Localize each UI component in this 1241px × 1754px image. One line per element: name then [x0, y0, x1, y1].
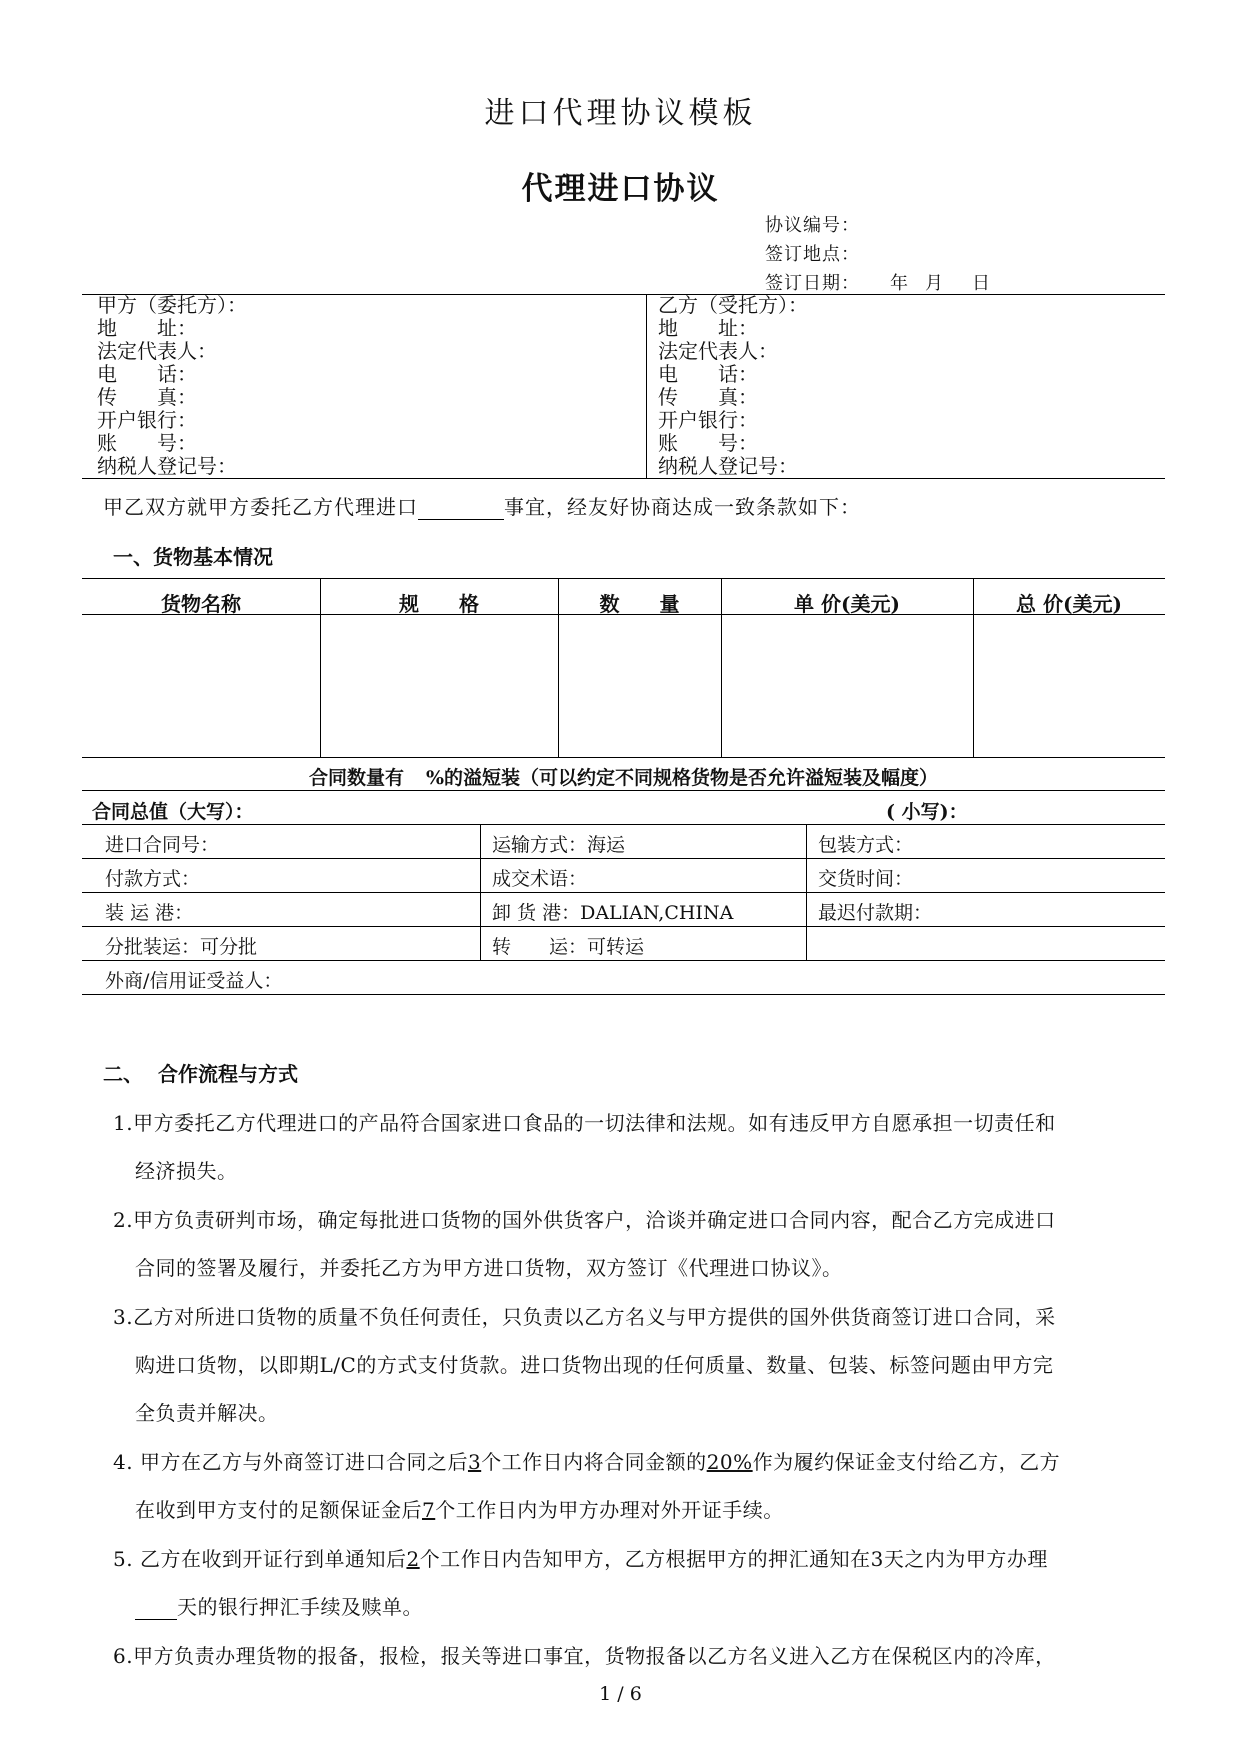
quantity-tolerance-note	[82, 763, 1165, 790]
party-b-legal-rep: 法定代表人：	[658, 339, 778, 363]
date-month: 月	[925, 273, 943, 294]
party-b-phone: 电 话：	[658, 362, 758, 386]
clause-6-line-1: 6.甲方负责办理货物的报备，报检，报关等进口事宜，货物报备以乙方名义进入乙方在保税区内的冷库，	[113, 1644, 1056, 1668]
goods-blank	[418, 495, 504, 520]
party-a-name: 甲方（委托方）：	[97, 293, 247, 317]
clause-1-line-2: 经济损失。	[135, 1159, 238, 1183]
party-b-name: 乙方（受托方）：	[658, 293, 808, 317]
terms-row-line-3	[82, 892, 1165, 893]
date-year: 年	[890, 273, 908, 294]
packing-method: 包装方式：	[818, 834, 914, 856]
clause-5-line-2-text: 天的银行押汇手续及赎单。	[177, 1595, 423, 1619]
party-a-phone: 电 话：	[97, 362, 197, 386]
clause-4-workdays-value: 7	[422, 1498, 436, 1522]
transshipment: 转 运：可转运	[492, 936, 645, 958]
tolerance-bottom-border	[82, 790, 1165, 791]
payment-method: 付款方式：	[105, 868, 201, 890]
party-a-account: 账 号：	[97, 431, 197, 455]
goods-header-quantity: 数 量	[599, 592, 680, 616]
party-b-account: 账 号：	[658, 431, 758, 455]
clause-5-text-c: 个工作日内告知甲方，乙方根据甲方的押汇通知在3天之内为甲方办理	[419, 1547, 1048, 1571]
terms-row-line-6	[82, 994, 1165, 995]
beneficiary: 外商/信用证受益人：	[105, 970, 283, 992]
goods-table-bottom-border	[82, 757, 1165, 758]
contract-value-label: 合同总值（大写）：	[92, 801, 254, 823]
latest-payment-date: 最迟付款期：	[818, 902, 933, 924]
trade-terms: 成交术语：	[492, 868, 588, 890]
party-b-block	[658, 294, 808, 478]
intro-text-before: 甲乙双方就甲方委托乙方代理进口	[103, 495, 418, 519]
import-contract-no: 进口合同号：	[105, 834, 220, 856]
section-2-number: 二、	[103, 1062, 143, 1086]
terms-col-line-2	[806, 824, 807, 960]
clause-4-text-c: 个工作日内将合同金额的	[481, 1450, 707, 1474]
party-a-tax-no: 纳税人登记号：	[97, 454, 237, 478]
page-number: 1 / 6	[599, 1683, 642, 1705]
clause-4-text-a: 4. 甲方在乙方与外商签订进口合同之后	[113, 1450, 468, 1474]
goods-header-unit-price: 单 价(美元)	[794, 592, 900, 616]
party-b-tax-no: 纳税人登记号：	[658, 454, 798, 478]
port-of-discharge: 卸 货 港：DALIAN,CHINA	[492, 902, 734, 924]
party-a-bank: 开户银行：	[97, 408, 197, 432]
clause-5-days-value: 2	[406, 1547, 420, 1571]
transport-mode: 运输方式：海运	[492, 834, 626, 856]
party-a-address: 地 址：	[97, 316, 197, 340]
delivery-time: 交货时间：	[818, 868, 914, 890]
goods-header-name: 货物名称	[161, 592, 241, 616]
party-a-legal-rep: 法定代表人：	[97, 339, 217, 363]
clause-2-line-2: 合同的签署及履行，并委托乙方为甲方进口货物，双方签订《代理进口协议》。	[135, 1256, 843, 1280]
terms-row-line-1	[82, 824, 1165, 825]
clause-5-days-blank	[135, 1595, 177, 1620]
clause-5-line-1	[113, 1543, 1048, 1572]
contract-value-small-label: ( 小写)：	[886, 801, 968, 823]
port-of-loading: 装 运 港：	[105, 902, 194, 924]
section-2-title: 合作流程与方式	[158, 1062, 298, 1086]
clause-4-line-2-text-c: 个工作日内为甲方办理对外开证手续。	[435, 1498, 784, 1522]
terms-row-line-2	[82, 858, 1165, 859]
partial-shipment: 分批装运：可分批	[105, 936, 258, 958]
party-b-address: 地 址：	[658, 316, 758, 340]
clause-1-line-1: 1.甲方委托乙方代理进口的产品符合国家进口食品的一切法律和法规。如有违反甲方自愿承担一切责任和	[113, 1111, 1056, 1135]
goods-header-total-price: 总 价(美元)	[1016, 592, 1122, 616]
clause-2-line-1: 2.甲方负责研判市场，确定每批进口货物的国外供货客户，洽谈并确定进口合同内容，配合乙方完成进口	[113, 1208, 1056, 1232]
tolerance-text-before: 合同数量有	[308, 767, 404, 789]
goods-header-spec: 规 格	[399, 592, 479, 616]
clause-3-line-3: 全负责并解决。	[135, 1401, 279, 1425]
goods-table-top-border	[82, 578, 1165, 579]
intro-sentence	[103, 491, 861, 520]
party-b-fax: 传 真：	[658, 385, 758, 409]
clause-4-days-value: 3	[467, 1450, 482, 1474]
party-a-fax: 传 真：	[97, 385, 197, 409]
section-1-title: 一、货物基本情况	[113, 545, 273, 569]
document-title: 进口代理协议模板	[484, 96, 757, 131]
party-table-divider	[646, 294, 647, 478]
clause-4-text-e: 作为履约保证金支付给乙方，乙方	[752, 1450, 1061, 1474]
clause-4-line-2	[135, 1494, 784, 1523]
clause-4-line-1	[113, 1446, 1060, 1475]
clause-5-text-a: 5. 乙方在收到开证行到单通知后	[113, 1547, 407, 1571]
tolerance-text-after: %的溢短装（可以约定不同规格货物是否允许溢短装及幅度）	[425, 767, 939, 789]
party-b-bank: 开户银行：	[658, 408, 758, 432]
clause-4-line-2-text-a: 在收到甲方支付的足额保证金后	[135, 1498, 422, 1522]
date-day: 日	[972, 273, 990, 294]
intro-text-after: 事宜，经友好协商达成一致条款如下：	[504, 495, 861, 519]
contract-title: 代理进口协议	[521, 171, 720, 207]
terms-col-line-1	[480, 824, 481, 960]
clause-5-line-2	[135, 1591, 423, 1620]
clause-4-deposit-percent: 20%	[706, 1450, 753, 1474]
agreement-number-label: 协议编号：	[765, 215, 860, 236]
party-a-block	[97, 294, 247, 478]
clause-3-line-2: 购进口货物，以即期L/C的方式支付货款。进口货物出现的任何质量、数量、包装、标签问题由甲方完	[135, 1353, 1054, 1377]
sign-place-label: 签订地点：	[765, 244, 860, 265]
party-table-bottom-border	[82, 478, 1165, 479]
terms-row-line-5	[82, 960, 1165, 961]
sign-date-label: 签订日期：	[765, 273, 860, 294]
clause-3-line-1: 3.乙方对所进口货物的质量不负任何责任，只负责以乙方名义与甲方提供的国外供货商签订进口合同，采	[113, 1305, 1056, 1329]
terms-row-line-4	[82, 926, 1165, 927]
